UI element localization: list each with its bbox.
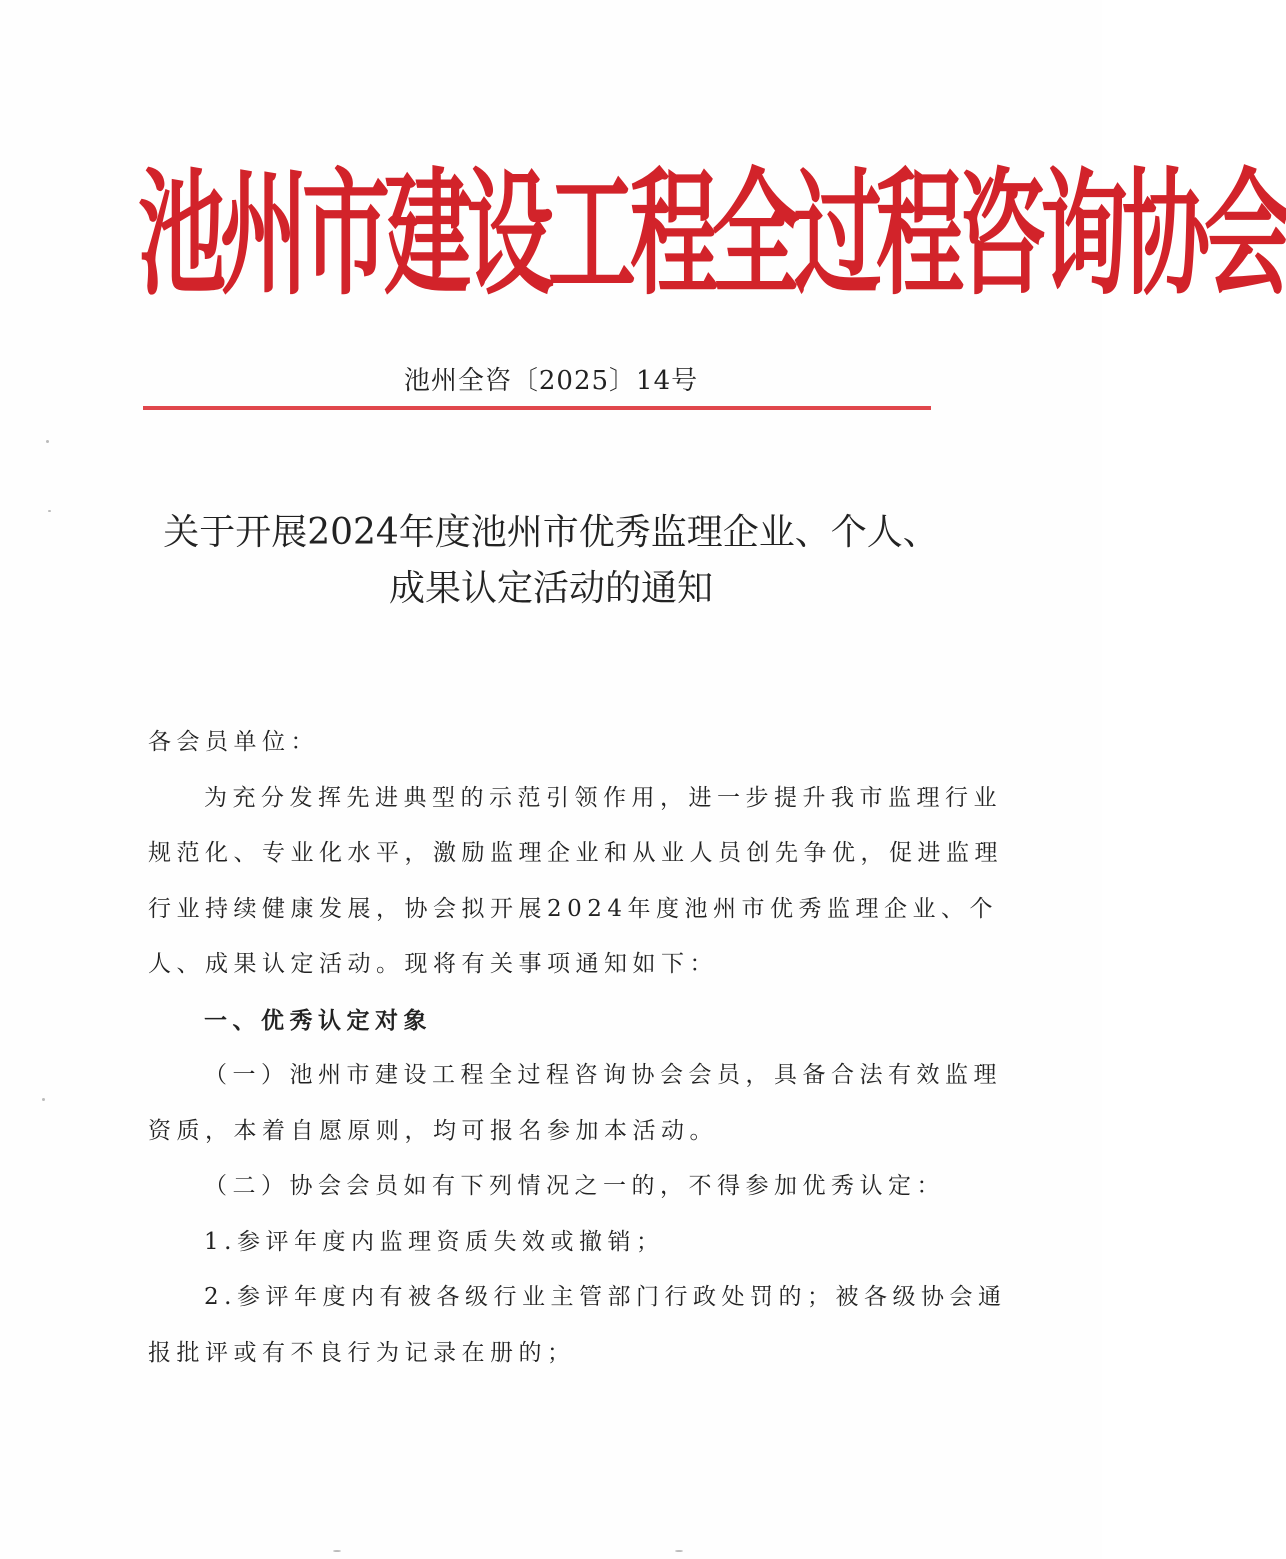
red-divider-rule: [143, 406, 931, 410]
list-item: 2.参评年度内有被各级行业主管部门行政处罚的；被各级协会通: [204, 1284, 1007, 1310]
body-line: 资质，本着自愿原则，均可报名参加本活动。: [148, 1117, 718, 1144]
document-number: 池州全咨〔2025〕14号: [403, 366, 699, 396]
salutation: 各会员单位：: [148, 729, 319, 755]
scan-speck: [675, 1550, 683, 1552]
notice-title: [0, 505, 1102, 617]
notice-title-line-2: 成果认定活动的通知: [388, 568, 713, 609]
body-line: （二）协会会员如有下列情况之一的，不得参加优秀认定：: [204, 1173, 945, 1199]
scan-speck: [46, 440, 49, 443]
list-item: 1.参评年度内监理资质失效或撤销；: [204, 1228, 665, 1255]
body-line: 行业持续健康发展，协会拟开展2024年度池州市优秀监理企业、个: [148, 895, 999, 922]
scan-speck: [48, 510, 51, 512]
body-line: （一）池州市建设工程全过程咨询协会会员，具备合法有效监理: [204, 1062, 1002, 1088]
body-line: 为充分发挥先进典型的示范引领作用，进一步提升我市监理行业: [204, 784, 1002, 811]
section-heading: 一、优秀认定对象: [204, 1006, 432, 1034]
body-line: 报批评或有不良行为记录在册的；: [148, 1339, 576, 1366]
body-line: 规范化、专业化水平，激励监理企业和从业人员创先争优，促进监理: [148, 840, 1003, 866]
scan-speck: [333, 1550, 341, 1552]
scan-speck: [42, 1098, 45, 1101]
notice-body: [148, 715, 1007, 1381]
body-line: 人、成果认定活动。现将有关事项通知如下：: [148, 951, 718, 977]
organization-letterhead: 池州市建设工程全过程咨询协会: [138, 154, 1286, 315]
notice-title-line-1: 关于开展2024年度池州市优秀监理企业、个人、: [163, 512, 939, 553]
